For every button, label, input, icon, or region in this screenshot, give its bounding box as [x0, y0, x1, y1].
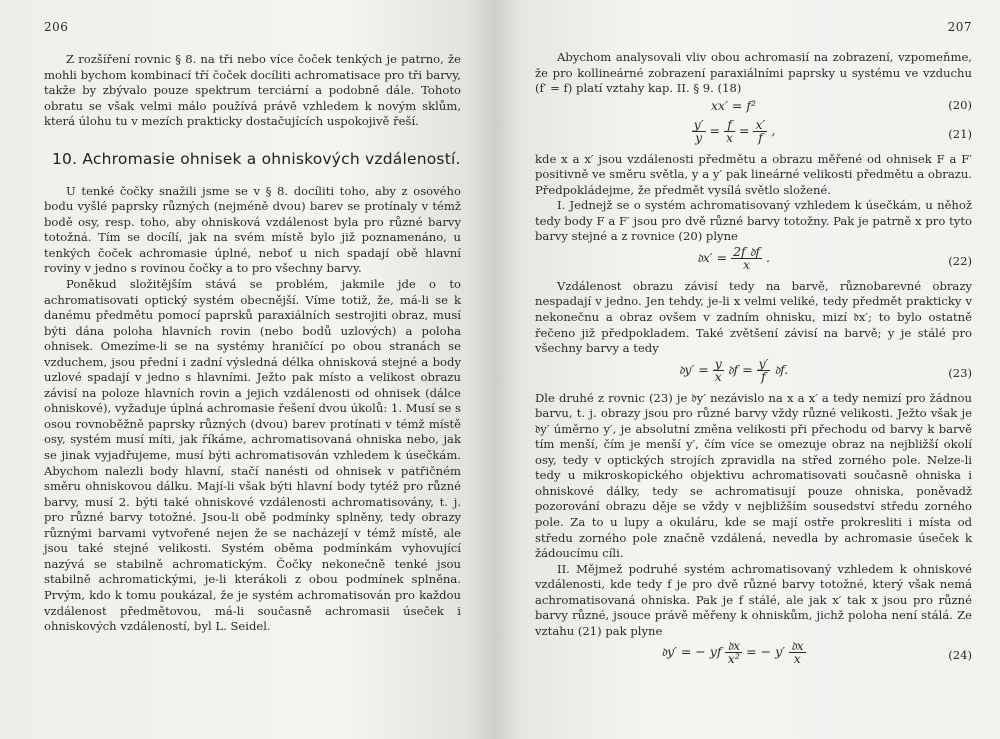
left-page	[0, 0, 495, 739]
paragraph: Abychom analysovali vliv obou achromasií na zobrazení, vzpomeňme, že pro kollineárné zobrazení paraxiálními paprsky u systému ve vzduchu (f′ = f) platí vztahy kap. II. § 9. (18)	[535, 50, 972, 96]
equation-number: (21)	[948, 126, 972, 141]
fraction: $\frac{y}{x}$	[714, 355, 722, 384]
equation-number: (20)	[948, 97, 972, 112]
paragraph: Poněkud složitějším stává se problém, jakmile jde o to achromatisovati optický systém obecnější. Víme totiž, že, má-li se k danému předmětu pomocí paprsků paraxiálních sestrojiti obraz, musí býti dána poloha hlavních rovin (nebo bodů uzlových) a poloha ohnisek. Omezíme-li se na systémy hraničící po obou stranách se vzduchem, jsou přední i zadní výsledná délka ohnisková stejné a body uzlové spadají v jedno s hlavními. Ježto pak místo a velikost obrazu závisí na poloze hlavních rovin a jejich vzdálenosti od ohnisek (dálce ohniskové), vyžaduje úplná achromasie řešení dvou úkolů: 1. Musí se s osou rovnoběžně paprsky různých (dvou) barev protínati v témž místě osy, systém musí míti, jak říkáme, achromatisovaná ohniska nebo, jak se jinak vyjadřujeme, musí býti achromatisován vzhledem k úsečkám. Abychom nalezli body hlavní, stačí nanésti od ohnisek v patřičném směru ohniskovou dálku. Mají-li však býti hlavní body tytéž pro různé barvy, musí 2. býti také ohniskové vzdálenosti achromatisovány, t. j. pro různé barvy totožné. Jsou-li obě podmínky splněny, tedy obrazy různými barvami vytvořené nejen že se nacházejí v témž místě, ale jsou také stejné velikosti. Systém oběma podmínkám vyhovující nazývá se stabilně achromatickým. Čočky nekonečně tenké jsou stabilně achromatickými, je-li kterákoli z obou podmínek splněna. Prvým, kdo k tomu poukázal, že je systém achromatisován pro každou vzdálenost předmětovou, má-li současně achromasii úseček i ohniskových vzdáleností, byl L. Seidel.	[44, 277, 461, 634]
fraction: $\frac{f}{x}$	[725, 116, 734, 145]
intro-paragraph: Z rozšíření rovnic § 8. na tři nebo více čoček tenkých je patrno, že mohli bychom kombinací tří čoček docíliti achromatisace pro tři barvy, takže by zbývalo pouze spektrum terciární a podobně dále. Tohoto obratu se však velmi málo používá právě vzhledem k novým sklům, která úlohu tu v mezích prakticky dostačujících uspokojivě řeší.	[44, 52, 461, 129]
paragraph: II. Mějmež podruhé systém achromatisovaný vzhledem k ohniskové vzdálenosti, kde tedy f je pro dvě různé barvy totožné, který však nemá achromatisovaná ohniska. Pak je f stálé, ale jak x′ tak x jsou pro různé barvy různé, jsouce právě měřeny k ohniskům, jichž poloha není stálá. Ze vztahu (21) pak plyne	[535, 561, 972, 638]
right-page	[495, 0, 1000, 739]
equation-23: 𝔡y′ = $\frac{y}{x}$ 𝔡f = $\frac{y'}{f}$ 𝔡f. (23)	[678, 355, 972, 384]
equation-20	[535, 98, 972, 118]
equation-number: (24)	[948, 648, 972, 663]
page-number-right: 207	[947, 20, 972, 34]
fraction: $\frac{x'}{f}$	[755, 116, 766, 145]
equation-21: $\frac{y'}{y}$ = $\frac{f}{x}$ = $\frac{x'}{f}$ , (21)	[693, 116, 972, 145]
equation-number: (23)	[948, 365, 972, 380]
section-heading: 10. Achromasie ohnisek a ohniskových vzdáleností.	[52, 149, 461, 168]
equation-22: 𝔡x′ = $\frac{\text{2f 𝔡f}}{x}$ . (22)	[697, 243, 972, 272]
paragraph: Dle druhé z rovnic (23) je 𝔡y′ nezávislo na x a x′ a tedy nemizí pro žádnou barvu, t. j. obrazy jsou pro různé barvy vždy různé velikosti. Ježto však je 𝔡y′ úměrno y′, je absolutní změna velikosti při přechodu od barvy k barvě tím menší, čím je menší y′, čím více se omezuje obraz na nejbližší okolí osy, tedy v optických strojích zpravidla na střed zorného pole. Nelze-li tedy u mikroskopického objektivu achromatisovati současně ohniska i ohniskové dálky, tedy se achromatisují pouze ohniska, poněvadž pozorování obrazu děje se vždy v nejbližším sousedství středu zorného pole. Za to u lupy a okuláru, kde se mají ostře prokresliti i místa od středu zorného pole značně vzdálená, nevedla by achromasie úseček k žádoucímu cíli.	[535, 390, 972, 561]
paragraph: kde x a x′ jsou vzdálenosti předmětu a obrazu měřené od ohnisek F a F′ positivně ve směru světla, y a y′ pak lineárné velikosti předmětu a obrazu. Předpokládejme, že předmět vysílá světlo složené.	[535, 151, 972, 197]
fraction: $\frac{\text{2f 𝔡f}}{x}$	[733, 243, 760, 272]
paragraph: I. Jednejž se o systém achromatisovaný vzhledem k úsečkám, u něhož tedy body F a F′ jsou pro dvě různé barvy totožny. Pak je patrně x pro tyto barvy stejné a z rovnice (20) plyne	[535, 198, 972, 244]
equation-number: (22)	[948, 253, 972, 268]
page-number-left: 206	[44, 20, 69, 34]
paragraph: Vzdálenost obrazu závisí tedy na barvě, různobarevné obrazy nespadají v jedno. Jen tehdy, je-li x velmi veliké, tedy předmět prakticky v nekonečnu a obraz ovšem v zadním ohnisku, mizí 𝔡x′; to bylo ostatně řečeno již předpokladem. Také zvětšení závisí na barvě; y je stálé pro všechny barvy a tedy	[535, 278, 972, 356]
paragraph: U tenké čočky snažili jsme se v § 8. docíliti toho, aby z osového bodu vyšlé paprsky různých (nejméně dvou) barev se protínaly v témž bodě osy, resp. toho, aby ohnisková vzdálenost byla pro různé barvy totožná. Tím se docílí, jak na svém místě bylo již poznamenáno, u tenkých čoček achromasie úplné, neboť u nich spadají obě hlavní roviny v jedno s rovinou čočky a to pro všechny barvy.	[44, 183, 461, 276]
fraction: $\frac{\text{𝔡x}}{\text{x²}}$	[727, 638, 741, 667]
equation-expr: xx′ = f²	[711, 97, 756, 113]
fraction: $\frac{\text{𝔡x}}{x}$	[790, 638, 804, 667]
fraction: $\frac{y'}{y}$	[693, 116, 704, 145]
equation-24: 𝔡y′ = − yf $\frac{\text{𝔡x}}{\text{x²}}$ = − y′ $\frac{\text{𝔡x}}{x}$ (24)	[661, 638, 972, 667]
fraction: $\frac{y'}{f}$	[758, 355, 769, 384]
